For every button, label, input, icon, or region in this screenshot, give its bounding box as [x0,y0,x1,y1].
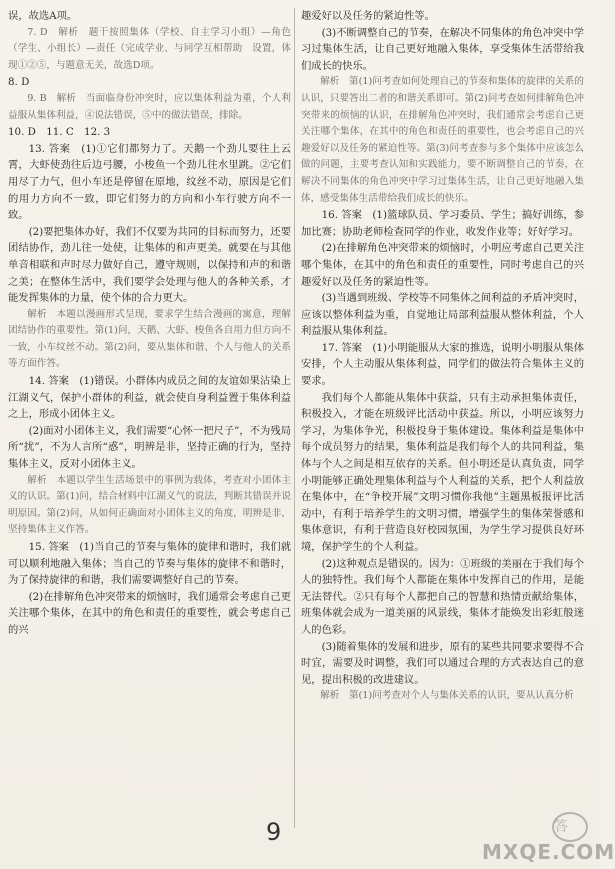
right-column-paragraph: 17. 答案 (1)小明能服从大家的推选，说明小明服从集体安排，个人主动服从集体利益，同学们的做法符合集体主义的要求。 [301,341,584,388]
right-column-paragraph: 趣爱好以及任务的紧迫性等。 [301,10,435,22]
column-divider [294,8,295,828]
left-column-paragraph: 10. D 11. C 12. 3 [8,126,111,139]
left-column-paragraph: 14. 答案 (1)错误。小群体内成员之间的友谊如果沾染上江湖义气，保护小群体的利益，就会使自身利益置于集体利益之上，形成小团体主义。 [8,375,291,421]
left-column-paragraph: 15. 答案 (1)当自己的节奏与集体的旋律和谐时，我们就可以顺利地融入集体；当自己的节奏与集体的旋律不和谐时，为了保持旋律的和谐，我们需要调整好自己的节奏。 [8,541,291,587]
right-column-paragraph: 解析 第(1)问考查对个人与集体关系的认识，要从认真分析 [320,690,574,702]
right-column-paragraph: (3)当遇到班级、学校等不同集体之间利益的矛盾冲突时，应该以整体利益为重，自觉地让局部利益服从整体利益，个人利益服从集体利益。 [301,292,584,338]
right-column-paragraph: (3)不断调整自己的节奏，在解决不同集体的角色冲突中学习过集体生活，让自己更好地融入集体，享受集体生活带给我们成长的快乐。 [301,26,584,72]
right-column-paragraph: 16. 答案 (1)篮球队员、学习委员、学生；搞好训练，参加比赛；协助老师检查同学的作业，收发作业等；好好学习。 [301,209,584,238]
left-column-paragraph: (2)要把集体办好，我们不仅要为共同的目标而努力，还要团结协作，劲儿往一处使，让集体的和声更美。就要在与其他单音相联和声时尽力做好自己，遵守规则，以保持和声的和谐之美；在整体生活中，我们要学会处理与他人的各种关系，才能发挥集体的力量，使个体的合力更大。 [8,225,291,305]
right-column-paragraph: (2)在排解角色冲突带来的烦恼时，小明应考虑自己更关注哪个集体，在其中的角色和责任的重要性，同时考虑自己的兴趣爱好以及任务的紧迫性等。 [301,242,584,288]
watermark-logo [482,812,615,864]
left-column-paragraph: 8. D [8,76,30,89]
left-column-paragraph: 13. 答案 (1)①它们都努力了。天鹅一个劲儿要往上云霄，大虾使劲往后边弓腰，小梭鱼一个劲儿往水里跳。②它们用尽了力气，但小车还是停留在原地，纹丝不动，原因是它们的用力方向不一致，即它们努力的方向和小车行驶方向不一致。 [8,142,291,222]
left-column-paragraph: 9. B 解析 当面临身份冲突时，应以集体利益为重，个人利益服从集体利益，④说法错误，⑤中的做法错误，排除。 [8,92,291,121]
left-column-paragraph: 7. D 解析 题干按照集体（学校、自主学习小组）—角色（学生、小组长）—责任（完成学业、与同学互相帮助 设置，体现①②⑤，与题意无关，故选D项。 [8,26,291,71]
left-column-paragraph: 解析 本题以学生生活场景中的事例为载体，考查对小团体主义的认识。第(1)问，结合材料中江湖义气的说法，判断其错误并说明原因。第(2)问，从如何正确面对小团体主义的角度，明辨是非，坚持集体主义作答。 [8,474,291,536]
left-column [8,8,291,639]
watermark-badge: 答 [552,812,588,842]
page-number: 9 [266,818,282,846]
left-column-paragraph: (2)面对小团体主义，我们需要“心怀一把尺子”，不为残局所“扰”，不为人言所“惑”，明辨是非，坚持正确的行为，坚持集体主义，反对小团体主义。 [8,424,291,471]
left-column-paragraph: 解析 本题以漫画形式呈现，要求学生结合漫画的寓意，理解团结协作的重要性。第(1)问，天鹅、大虾、梭鱼各自用力但方向不一致，小车纹丝不动。第(2)问，要从集体和谐、个人与他人的关系等方面作答。 [8,308,291,370]
left-column-paragraph: (2)在排解角色冲突带来的烦恼时，我们通常会考虑自己更关注哪个集体，在其中的角色和责任的重要性，就会考虑自己的兴 [8,590,291,636]
right-column-paragraph: 我们每个人都能从集体中获益，只有主动承担集体责任，积极投入，才能在班级评比活动中获益。所以，小明应该努力学习，为集体争光，积极投身于集体建设。集体利益是集体中每个成员努力的结果，集体利益是我们每个人的共同利益，集体与个人之间是相互依存的关系。但小明还是认真负责，同学小明能够正确处理集体利益与个人利益的关系，把个人利益放在集体中，在“争校开展”文明习惯你我他”主题黑板报评比活动中，有利于培养学生的文明习惯，增强学生的集体荣誉感和集体意识，有利于营造良好校园氛围，为学生学习提供良好环境，保护学生的个人利益。 [301,391,584,553]
left-column-paragraph: 误，故选A项。 [8,10,78,22]
right-column-paragraph: 解析 第(1)问考查如何处理自己的节奏和集体的旋律的关系的认识，只要答出二者的和谐关系即可。第(2)问考查如何排解角色冲突带来的烦恼的认识，在排解角色冲突时，我们通常会考虑自己更关注哪个集体，在其中的角色和责任的重要性，也会考虑自己的兴趣爱好以及任务的紧迫性等。第(3)问考查参与多个集体中应该怎么做的问题，主要考查认知和实践能力，要不断调整自己的节奏，在解决不同集体的角色冲突中学习过集体生活，让自己更好地融入集体，感受集体生活带给我们成长的快乐。 [301,76,584,204]
right-column [301,8,584,705]
right-column-paragraph: (2)这种观点是错误的。因为：①班级的美丽在于我们每个人的独特性。我们每个人都能在集体中发挥自己的作用，是能无法替代。②只有每个人都把自己的智慧和热情贡献给集体，班集体就会成为一道美丽的风景线，集体才能焕发出彩虹般迷人的色彩。 [301,557,584,636]
right-column-paragraph: (3)随着集体的发展和进步，原有的某些共同要求要得不合时宜，需要及时调整，我们可以通过合理的方式表达自己的意见，提出积极的改进建议。 [301,640,584,686]
watermark-text: MXQE.COM [482,840,615,864]
